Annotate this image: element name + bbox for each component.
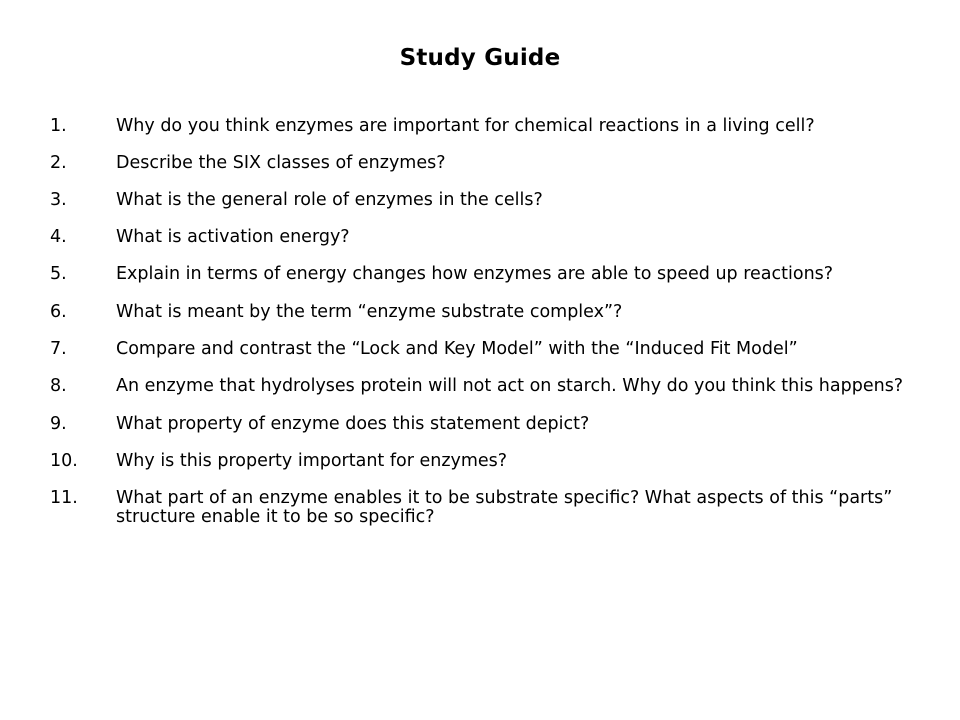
question-number: 8.	[50, 376, 67, 396]
question-number: 1.	[50, 116, 67, 136]
question-item	[0, 228, 960, 247]
question-text: What property of enzyme does this statement depict?	[116, 414, 590, 434]
question-number: 3.	[50, 190, 67, 210]
question-item	[0, 452, 960, 471]
question-text: Why is this property important for enzymes?	[116, 451, 508, 471]
question-text: Compare and contrast the “Lock and Key Model” with the “Induced Fit Model”	[116, 339, 798, 359]
question-number: 9.	[50, 414, 67, 434]
question-item	[0, 415, 960, 434]
question-number: 4.	[50, 227, 67, 247]
question-number: 6.	[50, 302, 67, 322]
page-title: Study Guide	[399, 45, 561, 71]
question-item	[0, 265, 960, 284]
question-number: 2.	[50, 153, 67, 173]
question-text: What part of an enzyme enables it to be substrate specific? What aspects of this “parts” structure enable it to be so specific?	[116, 488, 893, 527]
question-text: What is activation energy?	[116, 227, 350, 247]
question-number: 11.	[50, 488, 78, 508]
question-list	[0, 117, 960, 527]
question-number: 10.	[50, 451, 78, 471]
question-item	[0, 340, 960, 359]
question-text: An enzyme that hydrolyses protein will not act on starch. Why do you think this happens?	[116, 376, 904, 396]
question-text: What is meant by the term “enzyme substrate complex”?	[116, 302, 623, 322]
question-text: Describe the SIX classes of enzymes?	[116, 153, 446, 173]
question-item	[0, 377, 960, 396]
question-item	[0, 154, 960, 173]
question-item	[0, 489, 960, 527]
question-text: Explain in terms of energy changes how enzymes are able to speed up reactions?	[116, 264, 834, 284]
question-number: 5.	[50, 264, 67, 284]
question-item	[0, 191, 960, 210]
question-number: 7.	[50, 339, 67, 359]
question-text: What is the general role of enzymes in the cells?	[116, 190, 543, 210]
question-item	[0, 303, 960, 322]
question-item	[0, 117, 960, 136]
question-text: Why do you think enzymes are important for chemical reactions in a living cell?	[116, 116, 815, 136]
